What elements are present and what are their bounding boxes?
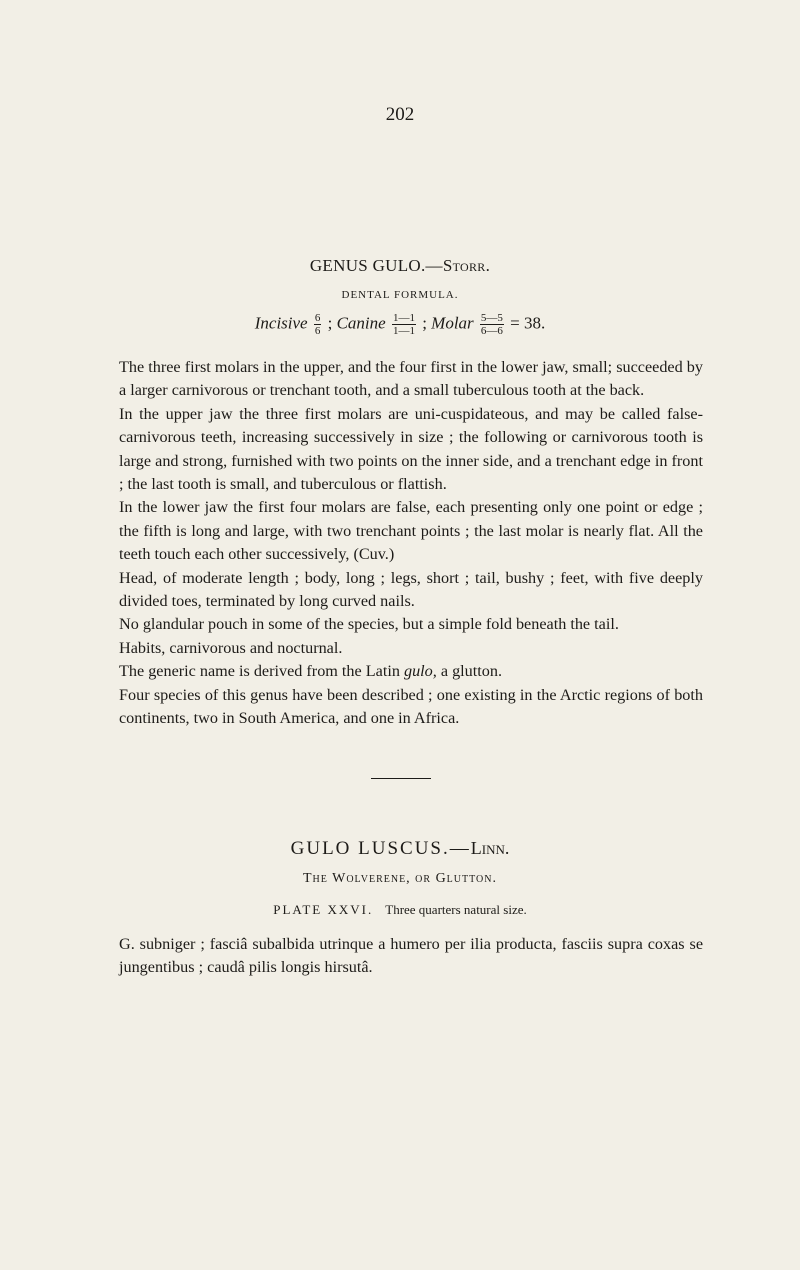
latin-word: gulo, (403, 662, 437, 681)
incisive-label: Incisive (254, 313, 308, 333)
dental-formula-heading: DENTAL FORMULA. (341, 289, 459, 301)
incisive-fraction: $\frac{6}{6}$ (314, 312, 321, 337)
section-divider (371, 778, 431, 779)
species-description: G. subniger ; fasciâ subalbida utrinque a humero per ilia producta, fasciis supra coxas se jungentibus ; caudâ pilis longis hirsutâ. (119, 935, 703, 977)
common-name: The Wolverene, or Glutton. (302, 871, 497, 886)
paragraph: In the upper jaw the three first molars are uni-cuspidateous, and may be called false-carnivorous teeth, increasing successively in size ; the following or carnivorous tooth is large and strong, furnished with two points on the inner side, and a trenchant edge in front ; the last tooth is small, and tuberculous or flattish. (119, 404, 703, 494)
plate-note: Three quarters natural size. (385, 902, 527, 917)
genus-heading (0, 256, 800, 276)
paragraph: The three first molars in the upper, and the four first in the lower jaw, small; succeeded by a larger carnivorous or trenchant tooth, and a small tuberculous tooth at the back. (119, 358, 703, 400)
plate-caption (0, 902, 800, 918)
genus-description (119, 356, 703, 731)
paragraph: In the lower jaw the first four molars are false, each presenting only one point or edge ; the fifth is long and large, with two trenchant points ; the last molar is nearly flat. All the teeth touch each other successively, (Cuv.) (119, 498, 703, 564)
page-number: 202 (385, 104, 415, 125)
formula-total: = 38. (510, 313, 546, 333)
species-title: GULO LUSCUS.— (290, 838, 471, 859)
canine-fraction: $\frac{1—1}{1—1}$ (392, 312, 415, 337)
species-heading (0, 838, 800, 860)
paragraph-generic-name: The generic name is derived from the Latin gulo, a glutton. (119, 662, 502, 681)
canine-label: Canine (336, 313, 386, 333)
paragraph: Head, of moderate length ; body, long ; legs, short ; tail, bushy ; feet, with five deeply divided toes, terminated by long curved nails. (119, 568, 703, 611)
molar-label: Molar (431, 313, 474, 333)
paragraph: Habits, carnivorous and nocturnal. (119, 638, 343, 657)
paragraph: Four species of this genus have been described ; one existing in the Arctic regions of both continents, two in South America, and one in Africa. (119, 685, 703, 728)
dental-formula: Incisive $\frac{6}{6}$ ; Canine $\frac{1—1}{1—1}$ ; Molar $\frac{5—5}{6—6}$ = 38. (254, 312, 546, 337)
species-authority: Linn. (470, 838, 510, 858)
plate-label: PLATE XXVI. (273, 902, 374, 917)
genus-title: GENUS GULO.— (309, 256, 443, 275)
genus-authority: Storr. (442, 256, 491, 275)
paragraph: No glandular pouch in some of the species, but a simple fold beneath the tail. (119, 615, 619, 634)
molar-fraction: $\frac{5—5}{6—6}$ (480, 312, 503, 337)
